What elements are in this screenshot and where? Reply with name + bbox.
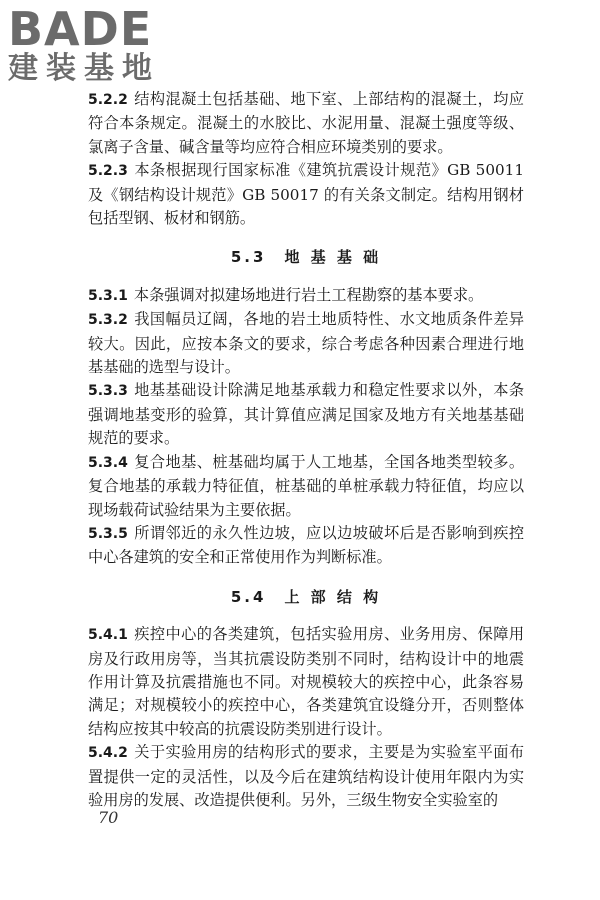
- clause-5-2-3: [88, 159, 524, 230]
- clause-number: 5.4.2: [88, 745, 128, 762]
- clause-5-3-5: [88, 522, 524, 570]
- clause-number: 5.3.4: [88, 454, 128, 471]
- clause-text: 我国幅员辽阔，各地的岩土地质特性、水文地质条件差异较大。因此，应按本条文的要求，综合考虑各种因素合理进行地基基础的选型与设计。: [88, 310, 524, 377]
- clause-5-3-1: [88, 284, 524, 308]
- page-number: 70: [98, 808, 119, 827]
- clause-text: 地基基础设计除满足地基承载力和稳定性要求以外，本条强调地基变形的验算，其计算值应满足国家及地方有关地基基础规范的要求。: [88, 381, 524, 448]
- logo-chinese-text: 建装基地: [8, 51, 160, 86]
- clause-5-2-2: [88, 88, 524, 159]
- clause-5-3-2: [88, 308, 524, 379]
- clause-text: 本条强调对拟建场地进行岩土工程勘察的基本要求。: [133, 285, 484, 304]
- clause-text: 结构混凝土包括基础、地下室、上部结构的混凝土，均应符合本条规定。混凝土的水胶比、水泥用量、混凝土强度等级、氯离子含量、碱含量等均应符合相应环境类别的要求。: [88, 90, 524, 156]
- clause-text: 复合地基、桩基础均属于人工地基，全国各地类型较多。复合地基的承载力特征值，桩基础的单桩承载力特征值，均应以现场载荷试验结果为主要依据。: [88, 452, 524, 519]
- clause-text: 疾控中心的各类建筑，包括实验用房、业务用房、保障用房及行政用房等，当其抗震设防类别不同时，结构设计中的地震作用计算及抗震措施也不同。对规模较大的疾控中心，此条容易满足；对规模较小的疾控中心，各类建筑宜设缝分开，否则整体结构应按其中较高的抗震设防类别进行设计。: [88, 625, 524, 738]
- clause-text: 所谓邻近的永久性边坡，应以边坡破坏后是否影响到疾控中心各建筑的安全和正常使用作为判断标准。: [88, 523, 524, 567]
- clause-number: 5.2.2: [88, 92, 128, 108]
- clause-5-4-2: [88, 741, 524, 812]
- section-title-5-4: 5.4 上 部 结 构: [230, 587, 382, 606]
- logo-latin-text: BADE: [8, 2, 153, 56]
- clause-number: 5.3.5: [88, 525, 128, 542]
- clause-text: 本条根据现行国家标准《建筑抗震设计规范》GB 50011 及《钢结构设计规范》GB 50017 的有关条文制定。结构用钢材包括型钢、板材和钢筋。: [88, 161, 524, 228]
- document-body: [88, 88, 524, 812]
- clause-5-4-1: [88, 623, 524, 741]
- clause-number: 5.3.2: [88, 312, 128, 329]
- clause-number: 5.2.3: [88, 163, 128, 180]
- clause-number: 5.4.1: [88, 627, 128, 644]
- section-title-5-3: 5.3 地 基 基 础: [230, 248, 382, 267]
- clause-number: 5.3.1: [88, 287, 128, 304]
- bade-logo: [8, 2, 178, 86]
- clause-5-3-4: [88, 451, 524, 522]
- clause-text: 关于实验用房的结构形式的要求，主要是为实验室平面布置提供一定的灵活性，以及今后在建筑结构设计使用年限内为实验用房的发展、改造提供便利。另外，三级生物安全实验室的: [88, 743, 524, 809]
- clause-number: 5.3.3: [88, 383, 128, 400]
- clause-5-3-3: [88, 379, 524, 450]
